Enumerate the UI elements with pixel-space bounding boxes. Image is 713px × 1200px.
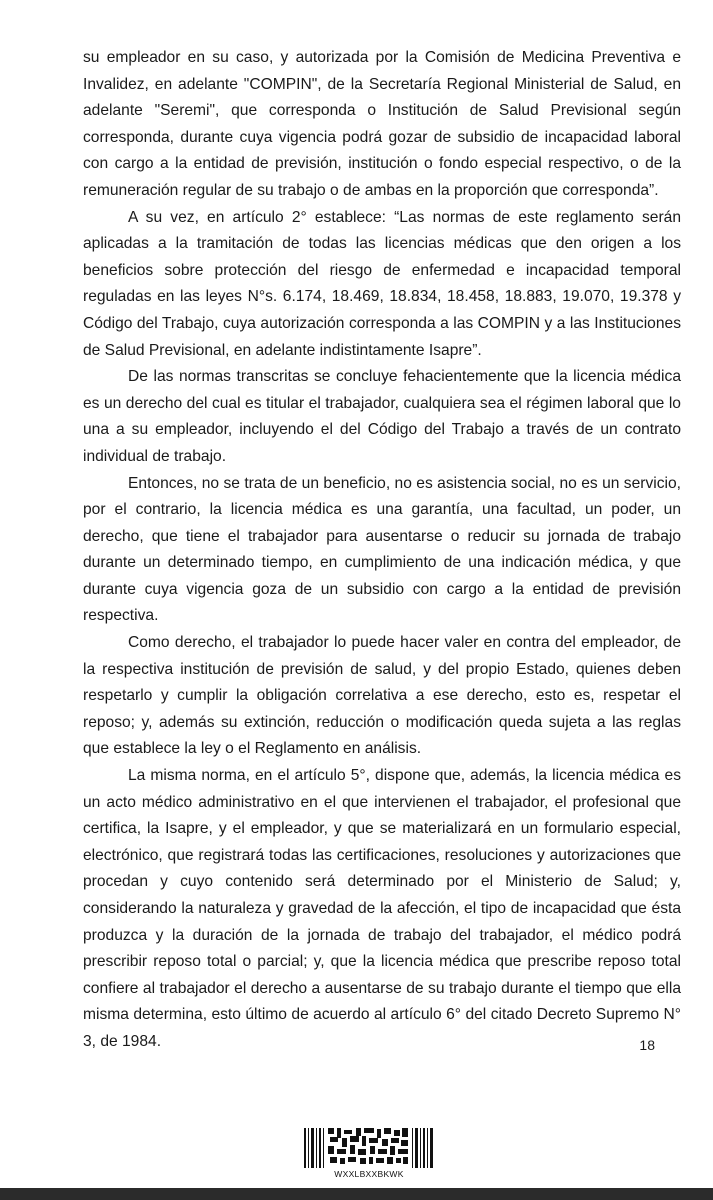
- paragraph-continuation: su empleador en su caso, y autorizada por la Comisión de Medicina Preventiva e Invalidez, en adelante "COMPIN", de la Secretaría Regional Ministerial de Salud, en adelante "Seremi", que corresponda o Institución de Salud Previsional según corresponda, durante cuya vigencia podrá gozar de subsidio de incapacidad laboral con cargo a la entidad de previsión, institución o fondo especial respectivo, o de la remuneración regular de su trabajo o de ambas en la proporción que corresponda”.: [83, 49, 681, 199]
- paragraph-not-a-benefit: Entonces, no se trata de un beneficio, no es asistencia social, no es un servicio, por el contrario, la licencia médica es una garantía, una facultad, un poder, un derecho, que tiene el trabajador para ausentarse o reducir su jornada de trabajo durante un determinado tiempo, en cumplimiento de una indicación médica, y que durante cuya vigencia goza de un subsidio con cargo a la entidad de previsión respectiva.: [83, 474, 681, 625]
- paragraph-as-a-right: Como derecho, el trabajador lo puede hacer valer en contra del empleador, de la respectiva institución de previsión de salud, y del propio Estado, quienes deben respetarlo y cumplir la obligación correlativa a ese derecho, esto es, respetar el reposo; y, además su extinción, reducción o modificación queda sujeta a las reglas que establece la ley o el Reglamento en análisis.: [83, 634, 681, 758]
- document-body: [83, 45, 681, 1056]
- paragraph-article-5: La misma norma, en el artículo 5°, dispone que, además, la licencia médica es un acto médico administrativo en el que intervienen el trabajador, el profesional que certifica, la Isapre, y el empleador, y que se materializará en un formulario especial, electrónico, que registrará todas las certificaciones, resoluciones y autorizaciones que procedan y cuyo contenido será determinado por el Ministerio de Salud; y, considerando la naturaleza y gravedad de la afección, el tipo de incapacidad que ésta produzca y la duración de la jornada de trabajo del trabajador, el médico podrá prescribir reposo total o parcial; y, que la licencia médica que prescribe reposo total confiere al trabajador el derecho a ausentarse de su trabajo durante el tiempo que ella misma determina, esto último de acuerdo al artículo 6° del citado Decreto Supremo N° 3, de 1984.: [83, 767, 681, 1050]
- paragraph-conclusion: De las normas transcritas se concluye fehacientemente que la licencia médica es un derecho del cual es titular el trabajador, cualquiera sea el régimen laboral que lo una a su empleador, incluyendo el del Código del Trabajo a través de un contrato individual de trabajo.: [83, 368, 681, 465]
- paragraph-article-2: A su vez, en artículo 2° establece: “Las normas de este reglamento serán aplicadas a la tramitación de todas las licencias médicas que den origen a los beneficios sobre protección del riesgo de enfermedad e incapacidad temporal reguladas en las leyes N°s. 6.174, 18.469, 18.834, 18.458, 18.883, 19.070, 19.378 y Código del Trabajo, cuya autorización corresponda a las COMPIN y a las Instituciones de Salud Previsional, en adelante indistintamente Isapre”.: [83, 208, 681, 359]
- bottom-bar: [0, 1188, 713, 1200]
- barcode-graphic: [304, 1128, 434, 1168]
- barcode-code: WXXLBXXBKWK: [334, 1169, 404, 1179]
- barcode: [304, 1128, 434, 1180]
- page-number: 18: [639, 1037, 655, 1053]
